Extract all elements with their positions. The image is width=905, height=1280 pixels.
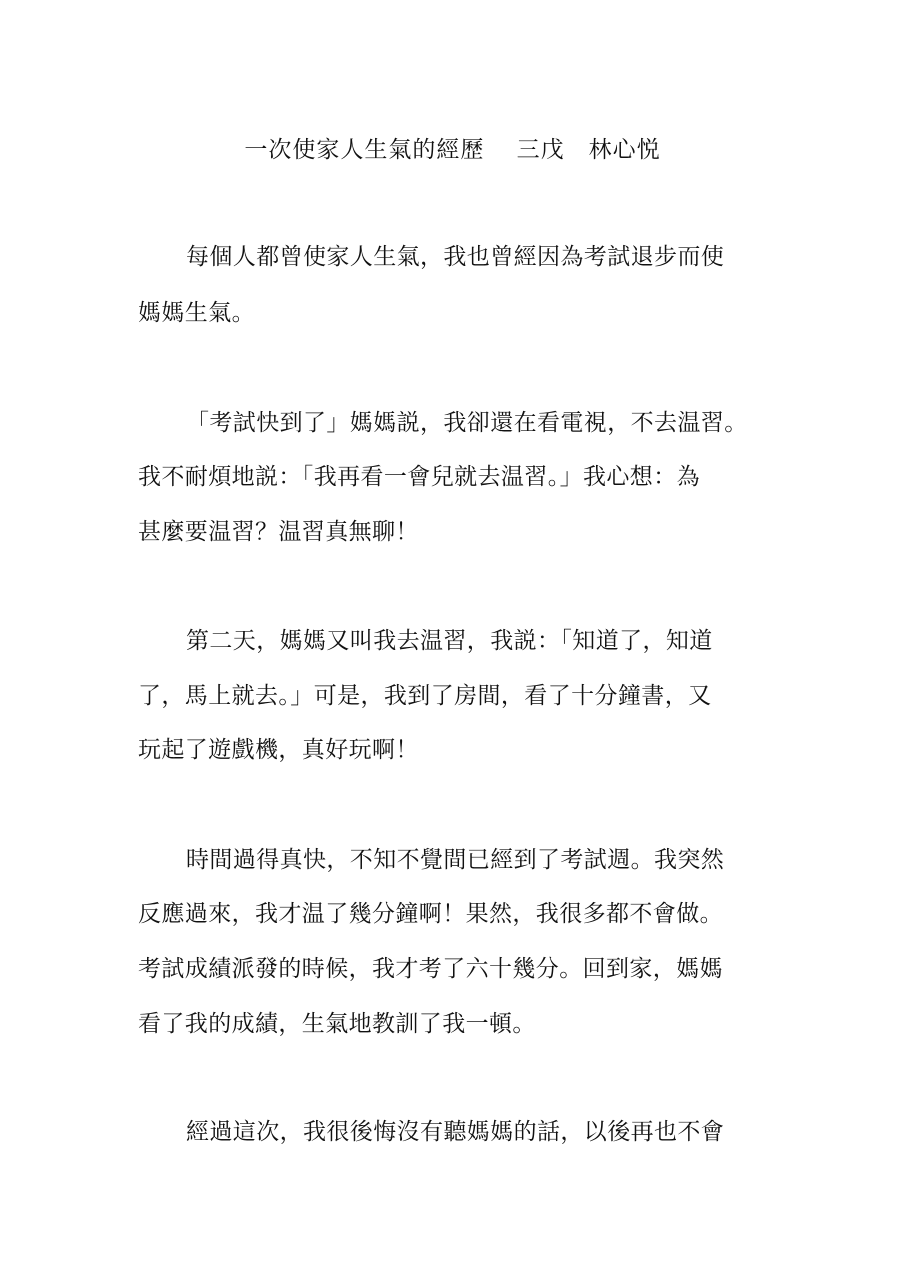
paragraph-2-line-2: 我不耐煩地説：「我再看一會兒就去温習。」我心想：為 <box>138 464 700 490</box>
paragraph-3-line-3: 玩起了遊戲機，真好玩啊！ <box>138 737 419 763</box>
paragraph-4-line-4: 看了我的成績，生氣地教訓了我一頓。 <box>138 1011 536 1037</box>
paragraph-2-line-1: 「考試快到了」媽媽説，我卻還在看電視，不去温習。 <box>186 410 748 436</box>
document-title: 一次使家人生氣的經歷 三戊 林心悦 <box>244 137 661 163</box>
paragraph-4-line-1: 時間過得真快，不知不覺間已經到了考試週。我突然 <box>186 847 725 873</box>
paragraph-5-line-1: 經過這次，我很後悔沒有聽媽媽的話，以後再也不會 <box>186 1119 725 1145</box>
paragraph-1-line-2: 媽媽生氣。 <box>138 300 255 326</box>
paragraph-3-line-2: 了，馬上就去。」可是，我到了房間，看了十分鐘書，又 <box>138 683 712 709</box>
paragraph-2-line-3: 甚麼要温習？温習真無聊！ <box>138 519 419 545</box>
paragraph-4-line-2: 反應過來，我才温了幾分鐘啊！果然，我很多都不會做。 <box>138 901 723 927</box>
paragraph-4-line-3: 考試成績派發的時候，我才考了六十幾分。回到家，媽媽 <box>138 956 723 982</box>
paragraph-1-line-1: 每個人都曾使家人生氣，我也曾經因為考試退步而使 <box>186 244 725 270</box>
paragraph-3-line-1: 第二天，媽媽又叫我去温習，我説：「知道了，知道 <box>186 628 713 654</box>
